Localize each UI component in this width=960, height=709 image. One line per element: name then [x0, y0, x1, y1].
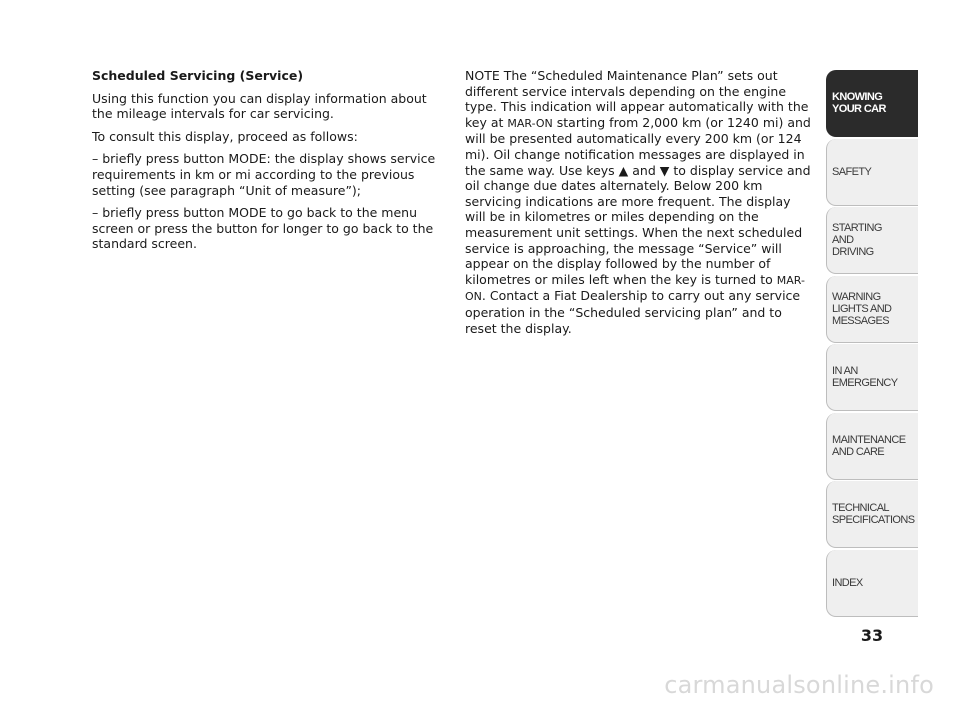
- tab-index[interactable]: INDEX: [826, 550, 918, 617]
- step-paragraph-2: – briefly press button MODE to go back to the menu screen or press the button for longer to go back to the standard screen.: [92, 205, 434, 252]
- mar-on-label: MAR-ON: [507, 116, 553, 130]
- page-number: 33: [860, 626, 884, 645]
- tab-safety[interactable]: SAFETY: [826, 139, 918, 206]
- left-column: [92, 68, 440, 259]
- tab-technical-specifications[interactable]: TECHNICAL SPECIFICATIONS: [826, 481, 918, 548]
- consult-paragraph: To consult this display, proceed as follows:: [92, 128, 358, 144]
- tab-warning-lights-and-messages[interactable]: WARNING LIGHTS AND MESSAGES: [826, 276, 918, 343]
- mar-on-label: MAR-ON: [465, 273, 805, 304]
- note-text-4: . Contact a Fiat Dealership to carry out any service operation in the “Scheduled servicing plan” and to reset the display.: [465, 288, 801, 336]
- note-text-1: NOTE The “Scheduled Maintenance Plan” sets out different service intervals depending on the engine type. This indication will appear automatically with the key at: [465, 68, 809, 130]
- up-arrow-icon: ▲: [618, 162, 629, 178]
- section-heading: Scheduled Servicing (Service): [92, 68, 304, 83]
- intro-paragraph: Using this function you can display information about the mileage intervals for car servicing.: [92, 90, 427, 122]
- note-text-3: to display service and oil change due dates alternately. Below 200 km servicing indications are more frequent. The display will be in kilometres or miles depending on the measurement unit settings. When the next scheduled service is approaching, the message “Service” will appear on the display followed by the number of kilometres or miles left when the key is turned to: [465, 162, 811, 287]
- note-and: and: [632, 162, 656, 178]
- tab-starting-and-driving[interactable]: STARTING AND DRIVING: [826, 207, 918, 274]
- down-arrow-icon: ▼: [659, 162, 670, 178]
- step-paragraph-1: – briefly press button MODE: the display shows service requirements in km or mi according to the previous setting (see paragraph “Unit of measure”);: [92, 151, 436, 198]
- tab-knowing-your-car[interactable]: KNOWING YOUR CAR: [826, 70, 918, 137]
- watermark: carmanualsonline.info: [664, 671, 934, 699]
- note-paragraph: [465, 68, 815, 336]
- chapter-tabs: [826, 70, 918, 618]
- tab-in-an-emergency[interactable]: IN AN EMERGENCY: [826, 344, 918, 411]
- note-text-2: starting from 2,000 km (or 1240 mi) and will be presented automatically every 200 km (or 124 mi). Oil change notification messages are displayed in the same way. Use keys: [465, 114, 811, 178]
- right-column: [465, 68, 815, 343]
- tab-maintenance-and-care[interactable]: MAINTENANCE AND CARE: [826, 413, 918, 480]
